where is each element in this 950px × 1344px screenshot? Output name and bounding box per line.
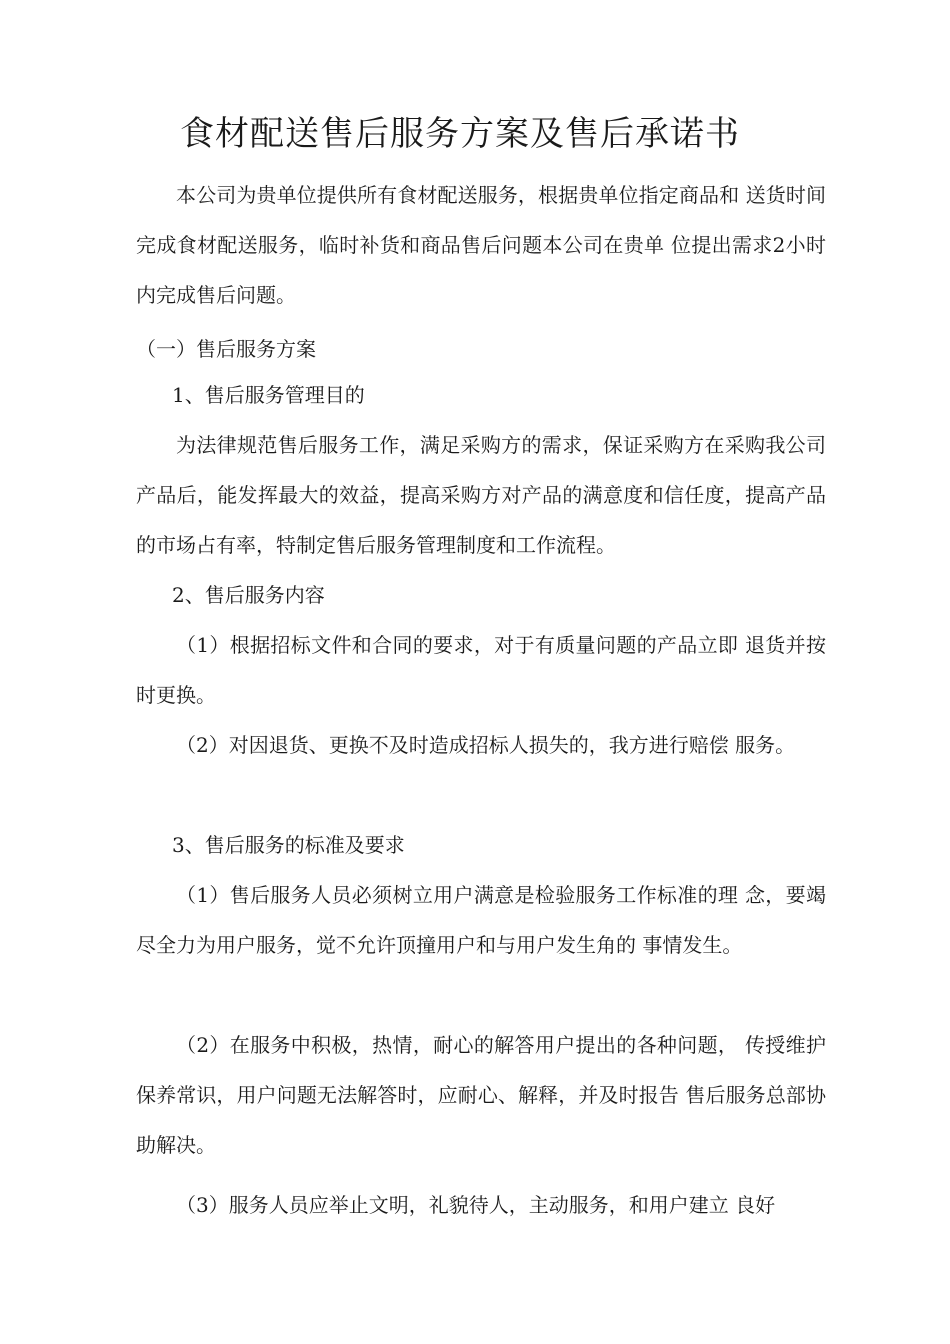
- subheading-1: 1、售后服务管理目的: [172, 383, 365, 407]
- paragraph-2-1: （1）根据招标文件和合同的要求，对于有质量问题的产品立即 退货并按时更换。: [136, 633, 826, 707]
- section-heading: （一）售后服务方案: [136, 337, 316, 361]
- paragraph-3-3: （3）服务人员应举止文明，礼貌待人，主动服务，和用户建立 良好: [176, 1193, 776, 1217]
- subheading-2: 2、售后服务内容: [172, 583, 325, 607]
- intro-paragraph: 本公司为贵单位提供所有食材配送服务，根据贵单位指定商品和 送货时间完成食材配送服务，临时补货和商品售后问题本公司在贵单 位提出需求2小时内完成售后问题。: [136, 183, 826, 307]
- document-title: 食材配送售后服务方案及售后承诺书: [180, 114, 740, 154]
- paragraph-3-1: （1）售后服务人员必须树立用户满意是检验服务工作标准的理 念，要竭尽全力为用户服务，觉不允许顶撞用户和与用户发生角的 事情发生。: [136, 883, 826, 957]
- paragraph-2-2: （2）对因退货、更换不及时造成招标人损失的，我方进行赔偿 服务。: [176, 733, 796, 757]
- paragraph-3-2: （2）在服务中积极，热情，耐心的解答用户提出的各种问题， 传授维护保养常识，用户问题无法解答时，应耐心、解释，并及时报告 售后服务总部协助解决。: [136, 1033, 826, 1157]
- paragraph-1: 为法律规范售后服务工作，满足采购方的需求，保证采购方在采购我公司产品后，能发挥最大的效益，提高采购方对产品的满意度和信任度，提高产品的市场占有率，特制定售后服务管理制度和工作流程。: [136, 433, 826, 557]
- subheading-3: 3、售后服务的标准及要求: [172, 833, 405, 857]
